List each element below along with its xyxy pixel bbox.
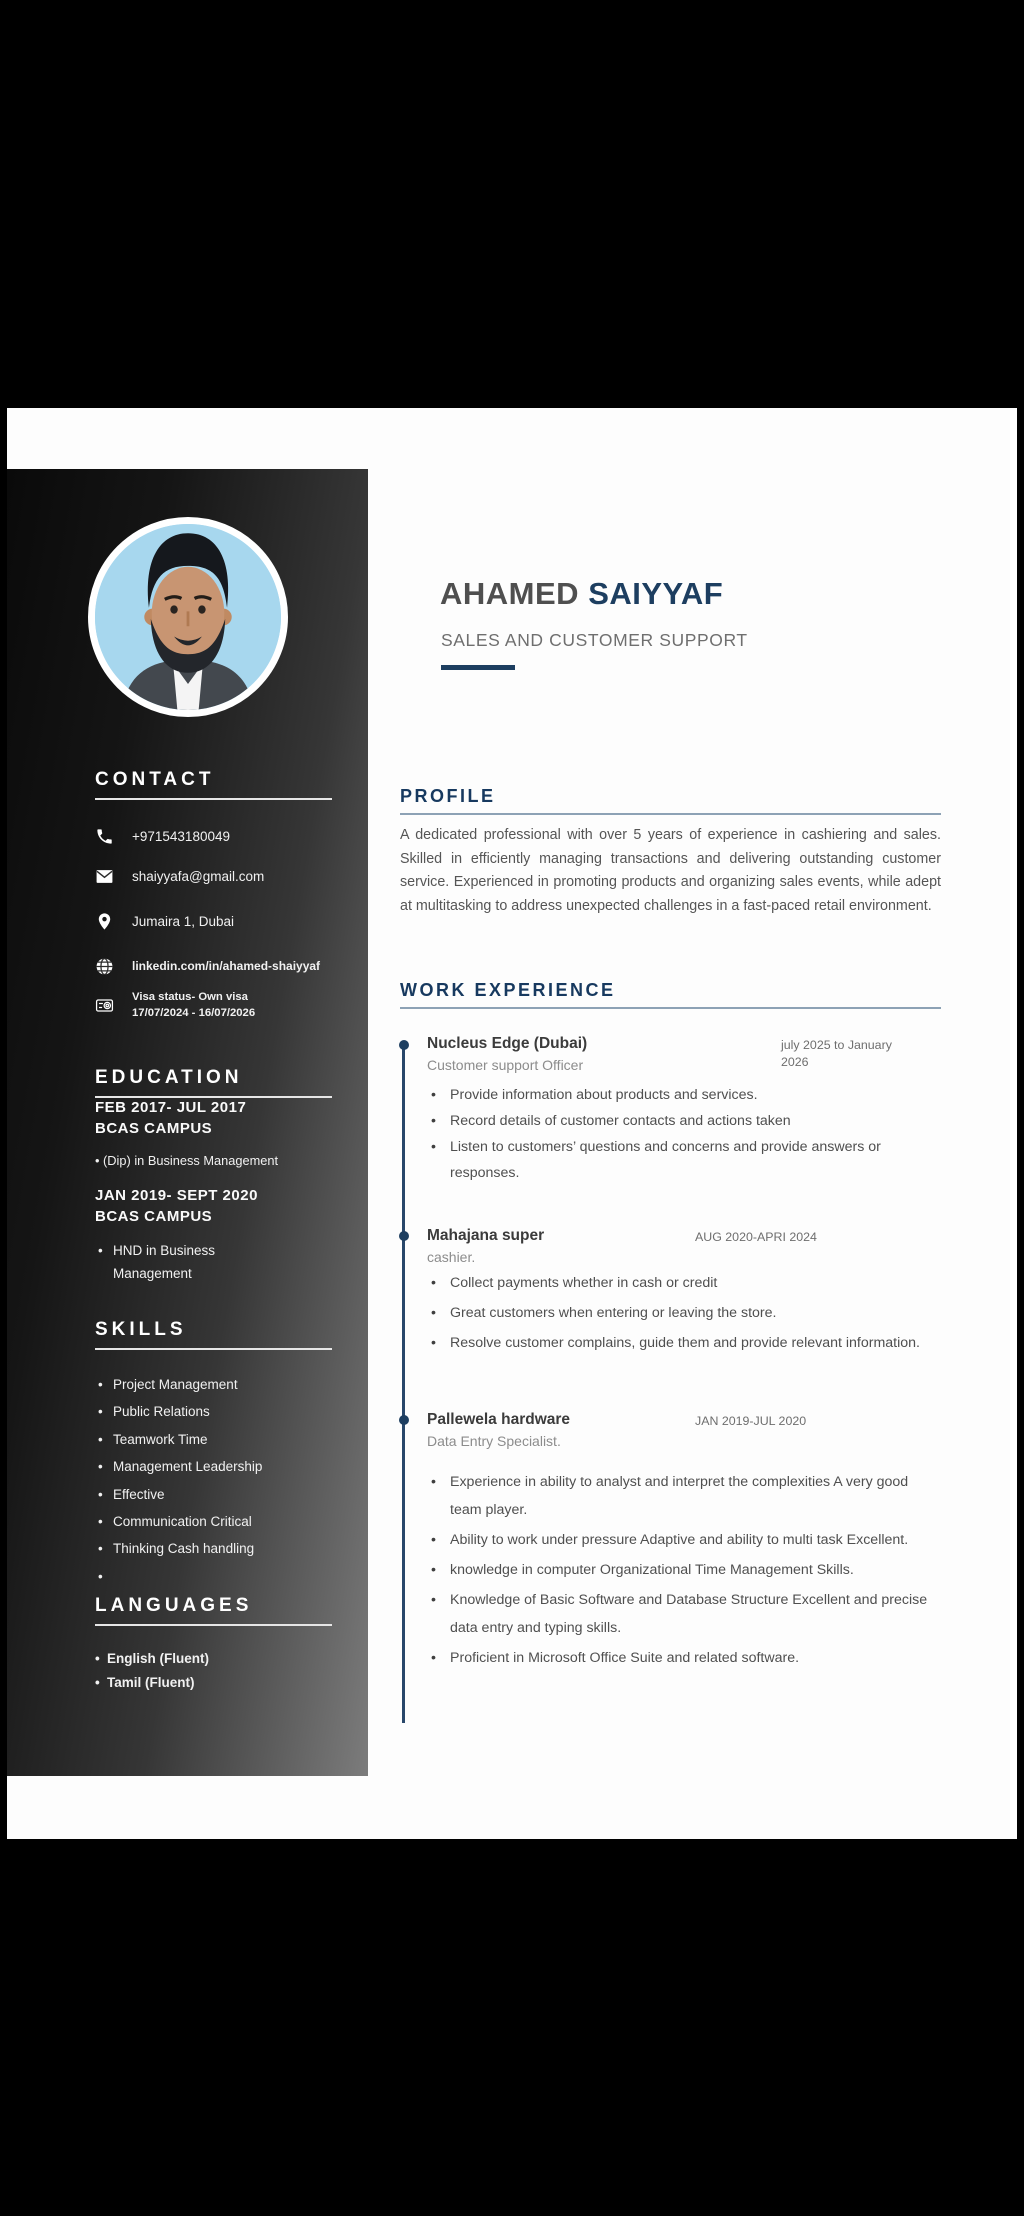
job-title: Data Entry Specialist. [427,1433,561,1449]
skills-list [95,1371,345,1563]
job-entry [427,1227,941,1360]
accent-bar [441,665,515,670]
work-experience-heading: WORK EXPERIENCE [400,980,616,1000]
avatar-illustration [95,524,281,710]
job-dates: AUG 2020-APRI 2024 [695,1230,817,1244]
contact-heading: CONTACT [95,769,215,790]
skill-item: • Public Relations [95,1398,345,1425]
id-card-icon [93,994,115,1016]
languages-section-header [95,1595,345,1626]
languages-underline [95,1624,332,1626]
contact-section-header [95,769,345,800]
envelope-icon [93,865,115,887]
profile-summary: A dedicated professional with over 5 years of experience in cashiering and sales. Skilled in efficiently managing transactions and delivering outstanding customer service. Experienced in promoting products and organizing sales events, while adept at multitasking to address unexpected challenges in a fast-paced retail environment. [400,827,941,914]
job-dates: july 2025 to January 2026 [781,1038,892,1069]
candidate-name [440,576,723,612]
location-pin-icon [93,910,115,932]
sidebar [7,469,368,1776]
education-degree: • HND in Business Management [95,1239,263,1285]
job-bullet-list [427,1270,941,1356]
work-experience-section [400,980,941,1740]
skill-item: • Teamwork Time [95,1426,345,1453]
contact-underline [95,798,332,800]
job-bullet: • Proficient in Microsoft Office Suite and related software. [427,1644,941,1672]
phone-icon [93,825,115,847]
skill-item: • Thinking Cash handling [95,1535,345,1562]
location-text: Jumaira 1, Dubai [132,913,235,929]
candidate-last-name: SAIYYAF [588,576,724,611]
education-dates: JAN 2019- SEPT 2020 [95,1187,258,1204]
profile-heading: PROFILE [400,786,496,806]
job-bullet: • Knowledge of Basic Software and Database Structure Excellent and precise data entry and typing skills. [427,1586,941,1642]
job-title: Customer support Officer [427,1057,584,1073]
education-school: BCAS CAMPUS [95,1208,213,1225]
profile-section [400,786,941,918]
timeline-dot [399,1415,409,1425]
profile-photo [88,517,288,717]
profile-underline [400,813,941,815]
education-list [95,1097,345,1285]
education-school: BCAS CAMPUS [95,1120,213,1137]
job-bullet: • Listen to customers’ questions and concerns and provide answers or responses. [427,1134,941,1186]
job-bullet: • Great customers when entering or leaving the store. [427,1300,941,1326]
skill-item: • Effective [95,1481,345,1508]
contact-row-visa [93,989,255,1021]
education-degree: • (Dip) in Business Management [95,1153,345,1168]
skill-item: • Management Leadership [95,1453,345,1480]
job-dates: JAN 2019-JUL 2020 [695,1414,807,1428]
timeline-dot [399,1040,409,1050]
job-bullet: • Provide information about products and services. [427,1082,941,1108]
skill-item: • Communication Critical [95,1508,345,1535]
job-bullet-list [427,1468,941,1672]
skills-underline [95,1348,332,1350]
contact-row-phone [93,825,230,847]
email-address: shaiyyafa@gmail.com [132,868,265,884]
job-company: Mahajana super [427,1227,545,1244]
phone-number: +971543180049 [132,828,230,844]
skill-item: • Project Management [95,1371,345,1398]
job-bullet: • Collect payments whether in cash or credit [427,1270,941,1296]
education-dates: FEB 2017- JUL 2017 [95,1099,247,1116]
resume-page [7,408,1017,1839]
language-item: • Tamil (Fluent) [95,1671,345,1695]
job-company: Pallewela hardware [427,1411,571,1428]
job-title: cashier. [427,1249,476,1265]
contact-row-linkedin [93,955,320,977]
timeline-line [402,1045,405,1723]
contact-row-email [93,865,264,887]
work-experience-underline [400,1007,941,1009]
candidate-role: SALES AND CUSTOMER SUPPORT [441,630,748,650]
language-item: • English (Fluent) [95,1647,345,1671]
education-section-header [95,1067,345,1098]
languages-list [95,1647,345,1694]
candidate-first-name: AHAMED [440,576,580,611]
job-bullet: • knowledge in computer Organizational Time Management Skills. [427,1556,941,1584]
globe-icon [93,955,115,977]
job-bullet: • Resolve customer complains, guide them and provide relevant information. [427,1330,941,1356]
education-heading: EDUCATION [95,1067,243,1088]
job-company: Nucleus Edge (Dubai) [427,1035,588,1052]
contact-row-location [93,910,234,932]
languages-heading: LANGUAGES [95,1595,253,1616]
skills-heading: SKILLS [95,1319,187,1340]
job-bullet: • Ability to work under pressure Adaptive and ability to multi task Excellent. [427,1526,941,1554]
linkedin-url: linkedin.com/in/ahamed-shaiyyaf [132,959,321,973]
timeline-dot [399,1231,409,1241]
job-entry [427,1411,941,1674]
job-bullet: • Experience in ability to analyst and interpret the complexities A very good team player. [427,1468,941,1524]
job-entry [427,1035,941,1186]
skills-section-header [95,1319,345,1350]
job-bullet: • Record details of customer contacts and actions taken [427,1108,941,1134]
visa-status: Visa status- Own visa 17/07/2024 - 16/07/2026 [132,991,256,1019]
job-bullet-list [427,1082,941,1186]
